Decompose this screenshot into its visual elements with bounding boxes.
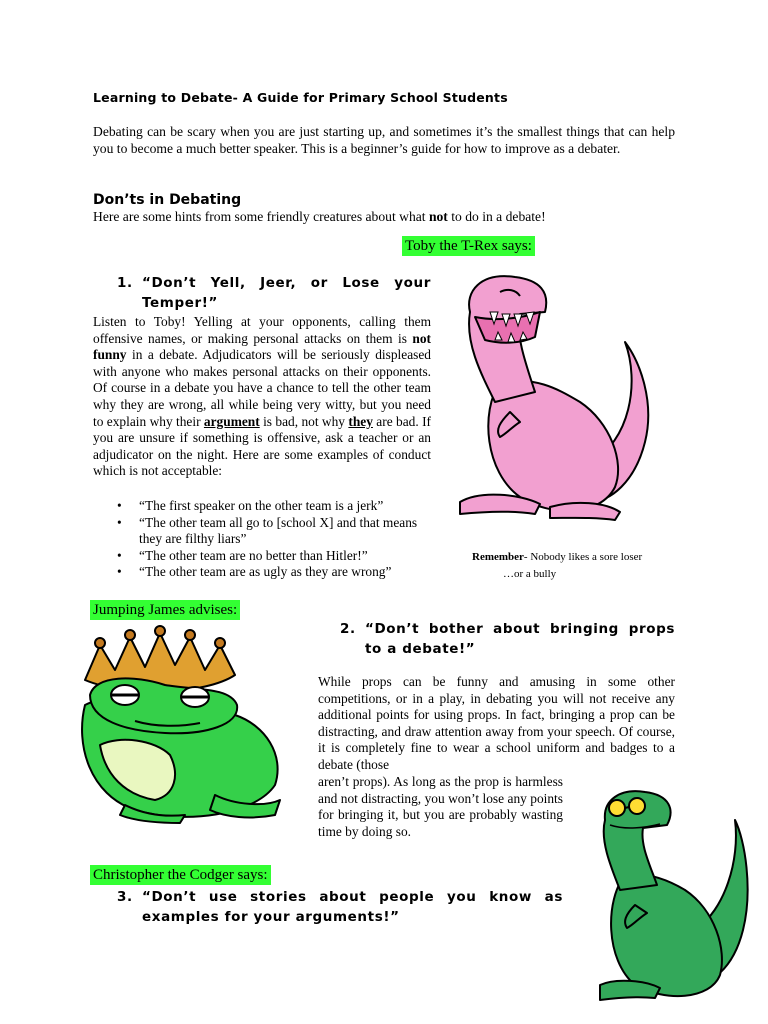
bullet-icon: •: [117, 564, 122, 580]
example-text: “The other team all go to [school X] and that means they are filthy liars”: [139, 514, 418, 547]
heading-1: [117, 273, 431, 313]
donts-heading: Don’ts in Debating: [93, 192, 242, 208]
s1-bold-1: not funny: [93, 330, 431, 363]
caption-rest: - Nobody likes a sore loser: [523, 551, 643, 563]
s1-text-1: Listen to Toby! Yelling at your opponents, calling them offensive names, or making personal attacks on them is: [93, 314, 431, 346]
heading-1-text: “Don’t Yell, Jeer, or Lose your Temper!”: [142, 275, 431, 311]
crowned-frog-illustration-icon: [65, 625, 290, 825]
s1-bold-2: argument: [203, 413, 260, 429]
example-text: “The other team are no better than Hitler!”: [139, 547, 368, 563]
examples-list: [93, 498, 431, 581]
s1-bold-3: they: [348, 413, 373, 429]
callout-james: Jumping James advises:: [90, 600, 240, 620]
heading-3-number: 3.: [117, 889, 133, 905]
list-item: [93, 564, 431, 581]
list-item: [93, 515, 431, 548]
heading-3-text: “Don’t use stories about people you know as examples for your arguments!”: [142, 889, 563, 925]
caption-line-1: [472, 551, 642, 563]
intro-paragraph: Debating can be scary when you are just starting up, and sometimes it’s the smallest things that can help you to become a much better speaker. This is a beginner’s guide for how to improve as a debater.: [93, 124, 675, 156]
example-text: “The other team are as ugly as they are wrong”: [139, 564, 392, 580]
example-text: “The first speaker on the other team is a jerk”: [139, 498, 384, 513]
section2-body-narrow: aren’t props). As long as the prop is harmless and not distracting, you won’t lose any points for bringing it, but you are probably wasting time by doing so.: [318, 774, 563, 839]
hint-text-bold: not: [428, 209, 448, 224]
bullet-icon: •: [117, 547, 122, 563]
s1-text-2: in a debate. Adjudicators will be seriously displeased with anyone who makes personal attacks on their opponents. Of course in a debate you have a chance to tell the other team why they are wrong, all while being very witty, but you need to explain why their: [93, 347, 431, 429]
section1-body: [93, 314, 431, 480]
bullet-icon: •: [117, 514, 122, 530]
s1-text-3: is bad, not why: [259, 413, 349, 429]
heading-2: [340, 619, 675, 659]
callout-toby: Toby the T-Rex says:: [402, 236, 535, 256]
s1-text-4: are bad. If you are unsure if something is offensive, ask a teacher or an adjudicator on the night. Here are some examples of conduct which is not acceptable:: [93, 413, 431, 479]
caption-bold: Remember: [472, 551, 524, 563]
list-item: [93, 498, 431, 515]
hint-line: [93, 209, 546, 225]
document-title: Learning to Debate- A Guide for Primary School Students: [93, 90, 508, 105]
caption-line-2: …or a bully: [503, 568, 557, 580]
section2-body-wide: While props can be funny and amusing in some other competitions, or in a play, in debating you will not receive any additional points for using props. In fact, bringing a prop can be distracting, and draw attention away from your speech. Of course, it is completely fine to wear a school uniform and badges to a debate (those: [318, 674, 675, 772]
hint-text-b: to do in a debate!: [447, 209, 546, 224]
callout-christopher: Christopher the Codger says:: [90, 865, 271, 885]
heading-3: [117, 887, 563, 927]
green-dinosaur-with-glasses-illustration-icon: [575, 780, 755, 1005]
heading-2-text: “Don’t bother about bringing props to a debate!”: [365, 621, 675, 657]
heading-2-number: 2.: [340, 621, 356, 637]
pink-trex-illustration-icon: [440, 262, 680, 532]
bullet-icon: •: [117, 498, 122, 513]
hint-text-a: Here are some hints from some friendly creatures about what: [93, 209, 429, 224]
list-item: [93, 548, 431, 565]
heading-1-number: 1.: [117, 275, 133, 291]
